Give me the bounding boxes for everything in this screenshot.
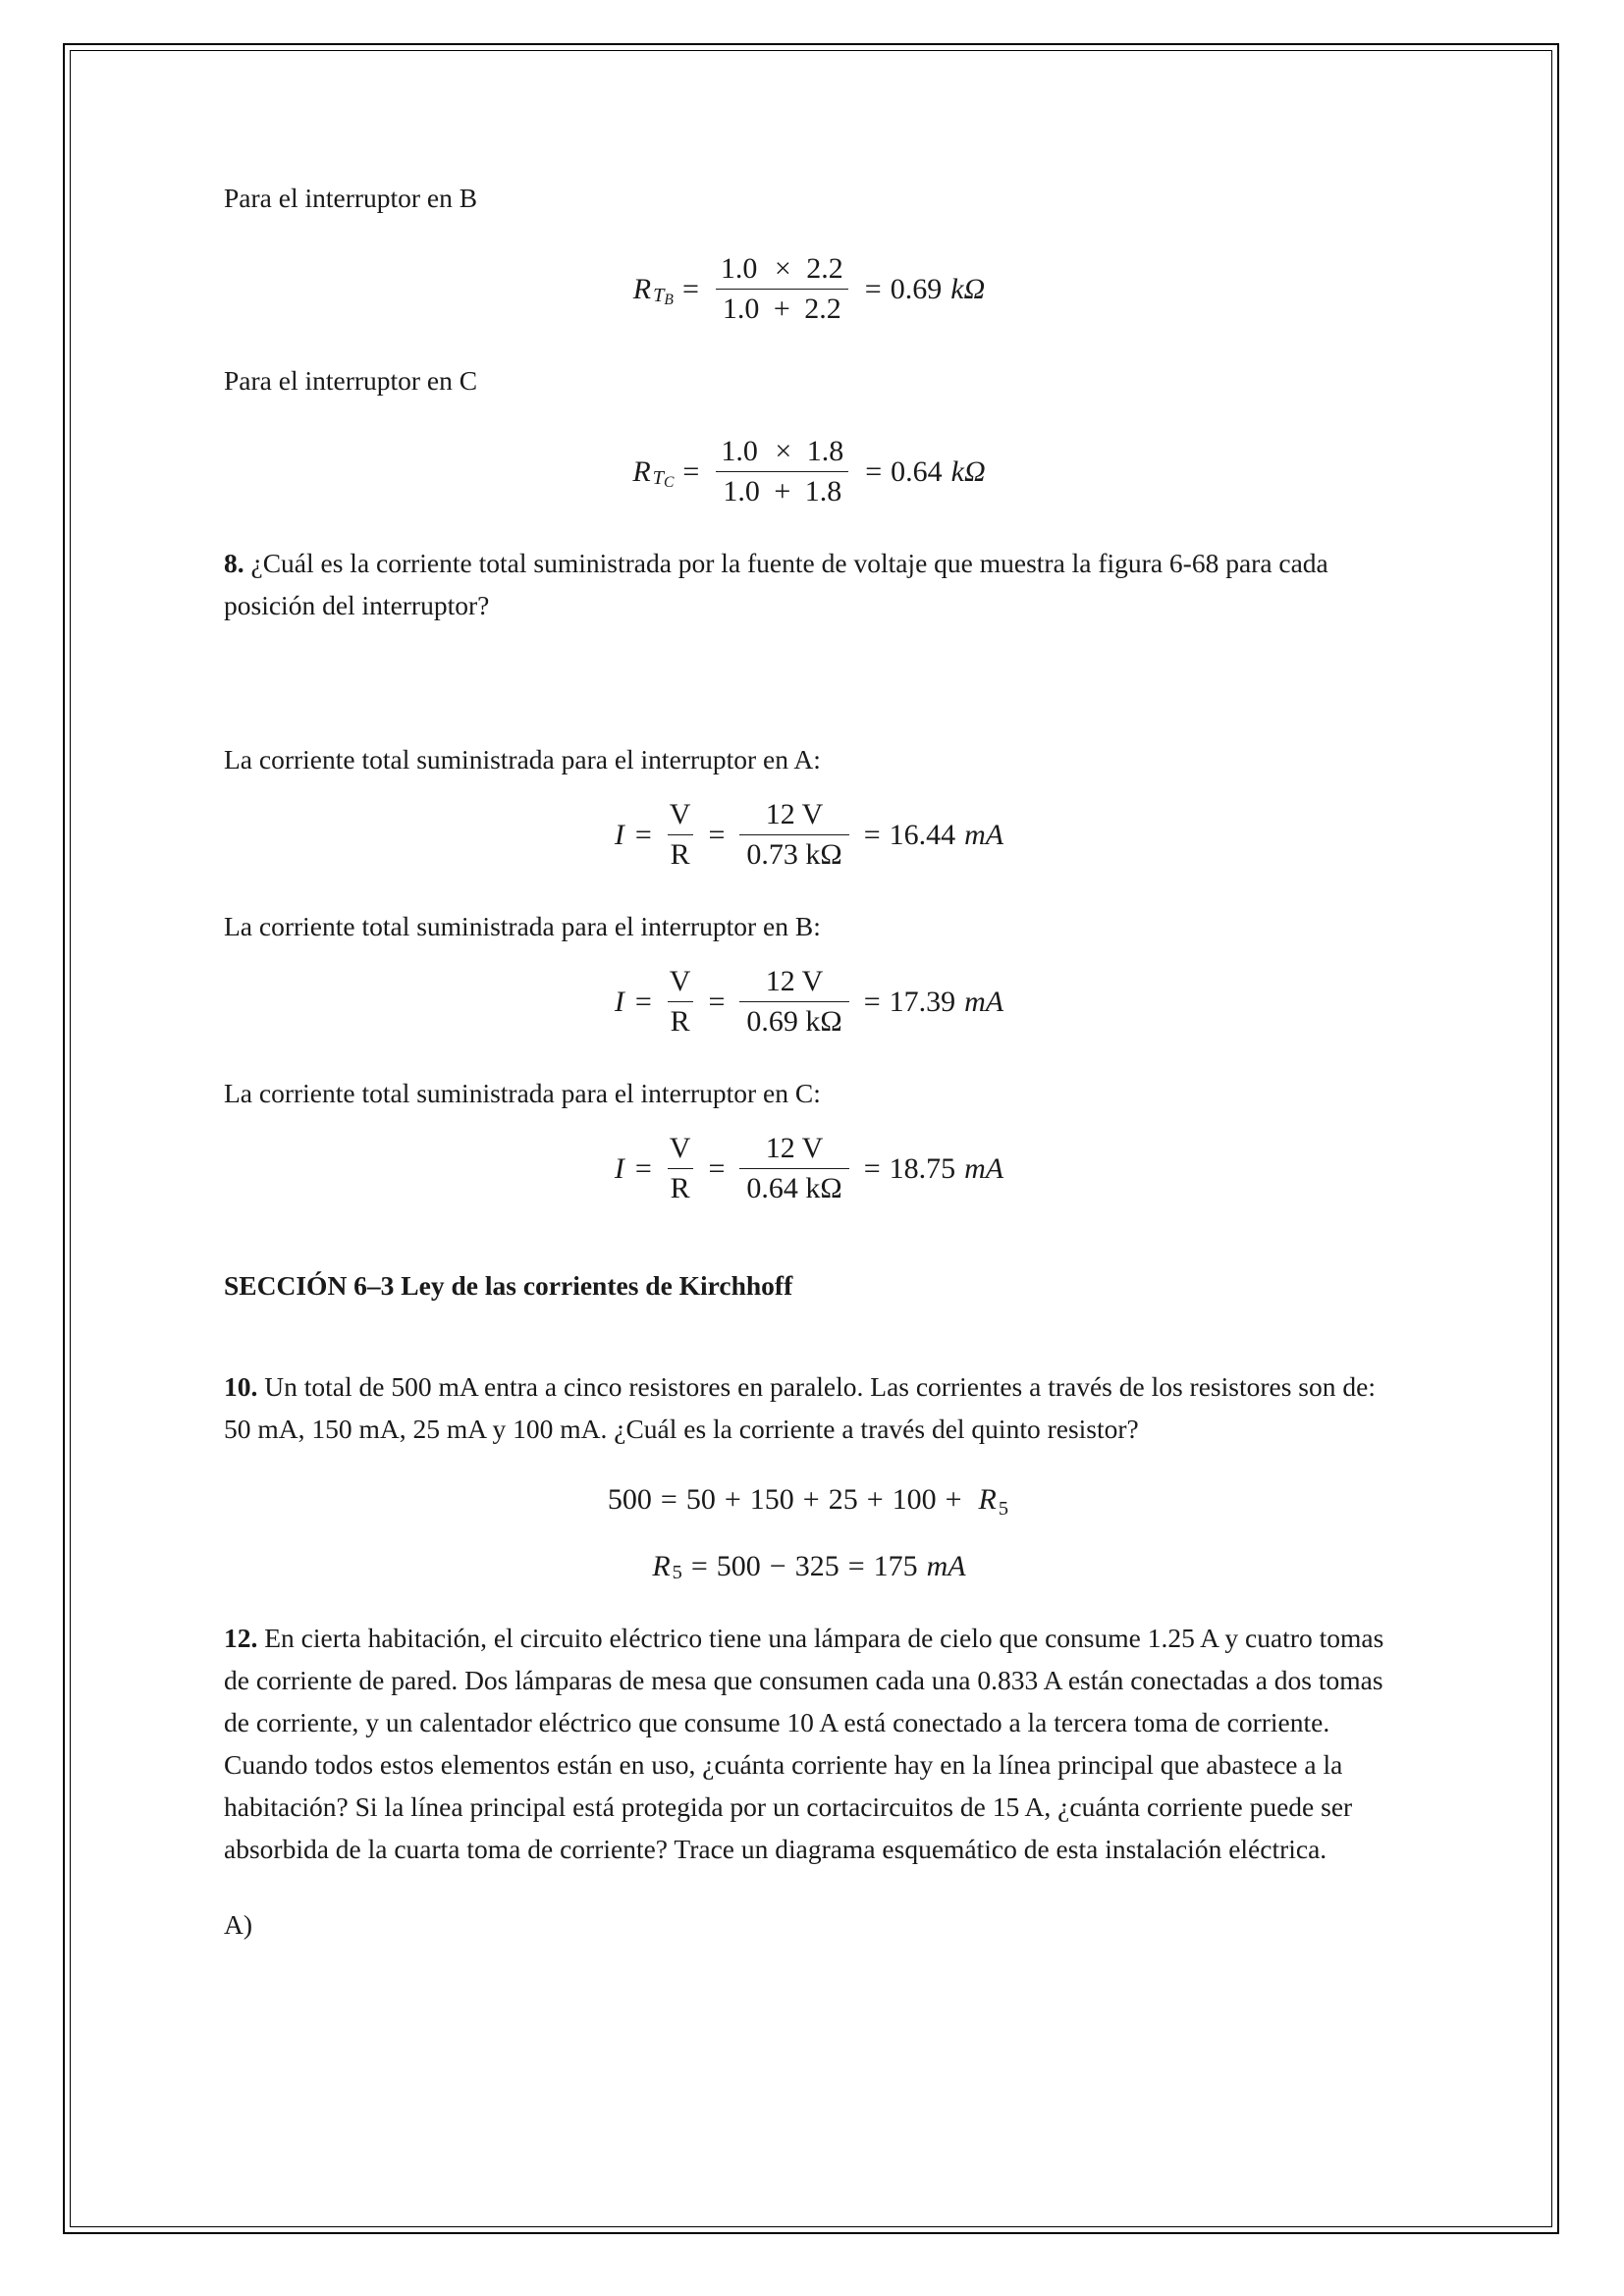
kcl-solve-total: 500 — [716, 1550, 761, 1582]
current-c-voltage: 12 V — [765, 1132, 824, 1164]
rtc-denominator — [716, 471, 848, 508]
rtc-equals-2: = — [865, 454, 883, 488]
kcl-solve-sub: 5 — [672, 1561, 682, 1583]
kcl-solve-equals-2: = — [847, 1550, 865, 1582]
equation-current-b — [224, 965, 1392, 1039]
current-c-lhs: I — [614, 1151, 624, 1185]
current-b-voltage: 12 V — [765, 965, 824, 997]
rtb-variable: R — [632, 272, 652, 305]
current-c-equals-2: = — [708, 1151, 726, 1185]
plus-icon: + — [774, 475, 791, 507]
current-b-unit: mA — [964, 985, 1004, 1018]
paragraph-interruptor-b: Para el interruptor en B — [224, 183, 478, 213]
kcl-total: 500 — [607, 1483, 652, 1516]
rtb-den-right: 2.2 — [804, 293, 841, 325]
rtc-equals-1: = — [682, 454, 700, 488]
problem-10-number: 10. — [224, 1371, 258, 1402]
minus-icon: − — [769, 1550, 786, 1582]
current-c-unit: mA — [964, 1151, 1004, 1185]
rtc-den-right: 1.8 — [804, 475, 842, 507]
equation-current-c — [224, 1132, 1392, 1205]
kcl-solve-sum: 325 — [794, 1550, 839, 1582]
kcl-solve-equals-1: = — [690, 1550, 708, 1582]
equation-kcl-sum — [224, 1483, 1392, 1521]
problem-12-number: 12. — [224, 1623, 258, 1653]
current-c-resistance: 0.64 kΩ — [739, 1168, 848, 1205]
lead-current-a: La corriente total suministrada para el interruptor en A: — [224, 744, 821, 774]
problem-8-text: ¿Cuál es la corriente total suministrada por la fuente de voltaje que muestra la figura 6-68 para cada posición del interruptor? — [224, 548, 1328, 620]
plus-icon: + — [802, 1483, 820, 1516]
current-c-v: V — [669, 1132, 691, 1164]
problem-8 — [224, 542, 1392, 626]
section-heading: SECCIÓN 6–3 Ley de las corrientes de Kirchhoff — [224, 1269, 793, 1301]
rtb-unit: kΩ — [950, 272, 986, 305]
rtb-fraction — [714, 252, 850, 326]
kcl-solve-unit: mA — [926, 1550, 966, 1582]
lead-current-b: La corriente total suministrada para el interruptor en B: — [224, 911, 821, 941]
plus-icon: + — [945, 1483, 962, 1516]
kcl-solve-result: 175 — [873, 1550, 918, 1582]
plus-icon: + — [866, 1483, 884, 1516]
problem-12-text: En cierta habitación, el circuito eléctrico tiene una lámpara de cielo que consume 1.25 A y cuatro tomas de corriente de pared. Dos lámparas de mesa que consumen cada una 0.833 A están conectadas a dos tomas de corriente, y un calentador eléctrico que consume 10 A está conectado a la tercera toma de corriente. Cuando todos estos elementos están en uso, ¿cuánta corriente hay en la línea principal que abastece a la habitación? Si la línea principal está protegida por un cortacircuitos de 15 A, ¿cuánta corriente puede ser absorbida de la cuarta toma de corriente? Trace un diagrama esquemático de esta instalación eléctrica. — [224, 1623, 1384, 1864]
equation-current-a — [224, 798, 1392, 872]
multiply-icon: × — [775, 435, 792, 467]
current-a-resistance: 0.73 kΩ — [739, 834, 848, 872]
problem-8-number: 8. — [224, 548, 244, 578]
problem-10 — [224, 1365, 1392, 1450]
kcl-unknown-var: R — [978, 1483, 997, 1516]
current-b-equals-3: = — [863, 985, 881, 1018]
current-a-v: V — [669, 798, 691, 830]
current-a-r: R — [668, 834, 693, 872]
rtb-sub-t: T — [653, 284, 665, 306]
rtb-denominator — [716, 289, 848, 326]
current-b-result: 17.39 — [889, 985, 956, 1018]
rtc-result: 0.64 — [891, 454, 943, 488]
rtb-num-right: 2.2 — [806, 252, 843, 285]
problem-12 — [224, 1617, 1392, 1870]
rtc-num-right: 1.8 — [806, 435, 844, 467]
current-c-equals-3: = — [863, 1151, 881, 1185]
kcl-term-1: 50 — [685, 1483, 716, 1516]
kcl-term-3: 25 — [828, 1483, 858, 1516]
kcl-solve-var: R — [652, 1550, 671, 1582]
rtc-numerator — [714, 435, 850, 471]
rtc-variable: R — [632, 454, 651, 488]
current-b-r: R — [668, 1001, 693, 1039]
multiply-icon: × — [774, 252, 791, 285]
kcl-equals: = — [660, 1483, 677, 1516]
current-a-vr-fraction — [667, 798, 694, 872]
rtb-equals-2: = — [864, 272, 882, 305]
current-c-result: 18.75 — [889, 1151, 956, 1185]
current-a-lhs: I — [614, 818, 624, 851]
rtc-sub-t: T — [652, 466, 664, 489]
kcl-unknown-sub: 5 — [998, 1498, 1009, 1521]
current-c-equals-1: = — [634, 1151, 652, 1185]
current-b-equals-2: = — [708, 985, 726, 1018]
rtc-fraction — [714, 435, 850, 508]
current-a-voltage: 12 V — [765, 798, 824, 830]
equation-rtb — [224, 252, 1392, 326]
problem-10-text: Un total de 500 mA entra a cinco resistores en paralelo. Las corrientes a través de los resistores son de: 50 mA, 150 mA, 25 mA y 100 mA. ¿Cuál es la corriente a través del quinto resistor? — [224, 1371, 1376, 1444]
kcl-term-2: 150 — [749, 1483, 794, 1516]
current-b-lhs: I — [614, 985, 624, 1018]
rtb-sub-b: B — [664, 291, 674, 308]
rtc-sub-c: C — [663, 473, 675, 491]
document-content — [224, 177, 1392, 1946]
equation-rtc — [224, 435, 1392, 508]
current-b-vr-fraction — [667, 965, 694, 1039]
plus-icon: + — [724, 1483, 741, 1516]
rtc-num-left: 1.0 — [721, 435, 758, 467]
rtb-result: 0.69 — [890, 272, 943, 305]
equation-kcl-solve — [224, 1550, 1392, 1583]
current-b-equals-1: = — [634, 985, 652, 1018]
current-a-equals-2: = — [708, 818, 726, 851]
kcl-term-4: 100 — [892, 1483, 937, 1516]
current-a-equals-3: = — [863, 818, 881, 851]
rtb-numerator — [714, 252, 850, 289]
current-a-value-fraction — [739, 798, 848, 872]
current-c-r: R — [668, 1168, 693, 1205]
rtb-equals-1: = — [681, 272, 699, 305]
current-c-vr-fraction — [667, 1132, 694, 1205]
paragraph-interruptor-c: Para el interruptor en C — [224, 365, 478, 396]
current-a-result: 16.44 — [889, 818, 956, 851]
current-b-value-fraction — [739, 965, 848, 1039]
current-c-value-fraction — [739, 1132, 848, 1205]
current-b-resistance: 0.69 kΩ — [739, 1001, 848, 1039]
rtb-num-left: 1.0 — [720, 252, 758, 285]
rtb-den-left: 1.0 — [722, 293, 760, 325]
current-b-v: V — [669, 965, 691, 997]
rtc-den-left: 1.0 — [723, 475, 760, 507]
plus-icon: + — [773, 293, 790, 325]
lead-current-c: La corriente total suministrada para el interruptor en C: — [224, 1078, 821, 1108]
current-a-equals-1: = — [634, 818, 652, 851]
answer-label-a: A) — [224, 1909, 253, 1940]
current-a-unit: mA — [964, 818, 1004, 851]
rtc-unit: kΩ — [950, 454, 986, 488]
